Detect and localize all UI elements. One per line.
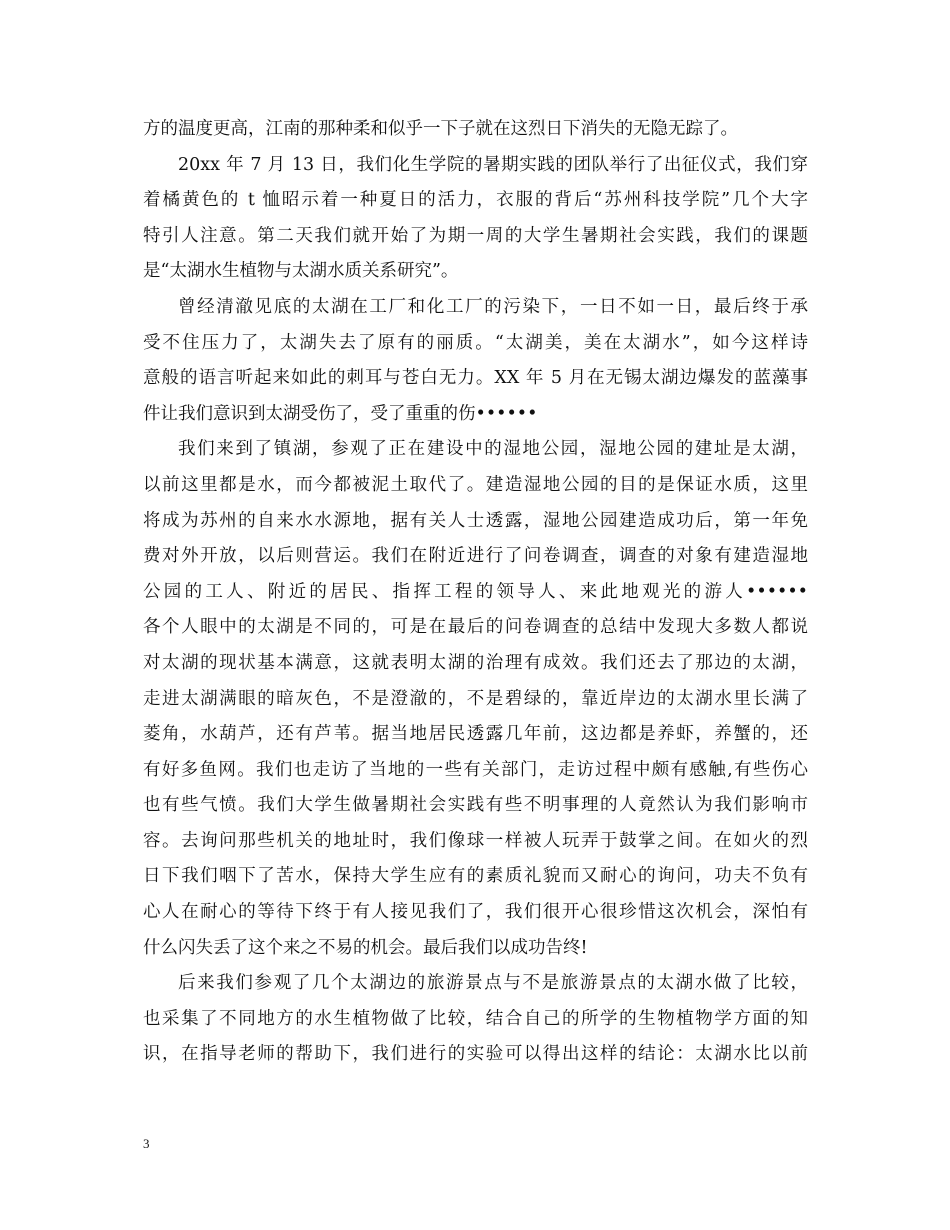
text-line: 费对外开放，以后则营运。我们在附近进行了问卷调查，调查的对象有建造湿地 — [143, 546, 808, 567]
text-line: 心人在耐心的等待下终于有人接见我们了，我们很开心很珍惜这次机会，深怕有 — [143, 902, 808, 923]
text-line: 我们来到了镇湖，参观了正在建设中的湿地公园，湿地公园的建址是太湖， — [178, 439, 808, 460]
text-line: 也采集了不同地方的水生植物做了比较，结合自己的所学的生物植物学方面的知 — [143, 1008, 808, 1029]
text-line: 是“太湖水生植物与太湖水质关系研究”。 — [143, 261, 459, 282]
text-line: 对太湖的现状基本满意，这就表明太湖的治理有成效。我们还去了那边的太湖， — [143, 652, 808, 673]
paragraph — [143, 112, 808, 148]
text-line: 也有些气愤。我们大学生做暑期社会实践有些不明事理的人竟然认为我们影响市 — [143, 795, 808, 816]
text-line: 20xx 年 7 月 13 日，我们化生学院的暑期实践的团队举行了出征仪式，我们穿 — [178, 154, 808, 175]
text-line: 以前这里都是水，而今都被泥土取代了。建造湿地公园的目的是保证水质，这里 — [143, 474, 808, 495]
text-line: 曾经清澈见底的太湖在工厂和化工厂的污染下，一日不如一日，最后终于承 — [178, 296, 808, 317]
text-line: 后来我们参观了几个太湖边的旅游景点与不是旅游景点的太湖水做了比较， — [178, 973, 808, 994]
text-line: 什么闪失丢了这个来之不易的机会。最后我们以成功告终! — [143, 937, 588, 958]
text-line: 有好多鱼网。我们也走访了当地的一些有关部门，走访过程中颇有感触,有些伤心 — [143, 759, 808, 780]
paragraph — [143, 148, 808, 290]
text-line: 菱角，水葫芦，还有芦苇。据当地居民透露几年前，这边都是养虾，养蟹的，还 — [143, 724, 808, 745]
text-line: 走进太湖满眼的暗灰色，不是澄澈的，不是碧绿的，靠近岸边的太湖水里长满了 — [143, 688, 808, 709]
text-line: 件让我们意识到太湖受伤了，受了重重的伤•••••• — [143, 403, 538, 424]
text-line: 方的温度更高，江南的那种柔和似乎一下子就在这烈日下消失的无隐无踪了。 — [143, 119, 738, 139]
document-body — [143, 112, 808, 1073]
text-line: 将成为苏州的自来水水源地，据有关人士透露，湿地公园建造成功后，第一年免 — [143, 510, 808, 531]
text-line: 特引人注意。第二天我们就开始了为期一周的大学生暑期社会实践，我们的课题 — [143, 225, 808, 246]
paragraph — [143, 290, 808, 432]
paragraph — [143, 432, 808, 966]
text-line: 着橘黄色的 t 恤昭示着一种夏日的活力，衣服的背后“苏州科技学院”几个大字 — [143, 190, 808, 211]
text-line: 各个人眼中的太湖是不同的，可是在最后的问卷调查的总结中发现大多数人都说 — [143, 617, 808, 638]
paragraph — [143, 966, 808, 1073]
text-line: 容。去询问那些机关的地址时，我们像球一样被人玩弄于鼓掌之间。在如火的烈 — [143, 830, 808, 851]
text-line: 受不住压力了，太湖失去了原有的丽质。“太湖美，美在太湖水”，如今这样诗 — [143, 332, 808, 353]
text-line: 公园的工人、附近的居民、指挥工程的领导人、来此地观光的游人•••••• — [143, 581, 808, 602]
text-line: 意般的语言听起来如此的刺耳与苍白无力。XX 年 5 月在无锡太湖边爆发的蓝藻事 — [143, 368, 808, 389]
page-number: 3 — [143, 1136, 150, 1151]
text-line: 识，在指导老师的帮助下，我们进行的实验可以得出这样的结论：太湖水比以前 — [143, 1044, 808, 1065]
text-line: 日下我们咽下了苦水，保持大学生应有的素质礼貌而又耐心的询问，功夫不负有 — [143, 866, 808, 887]
